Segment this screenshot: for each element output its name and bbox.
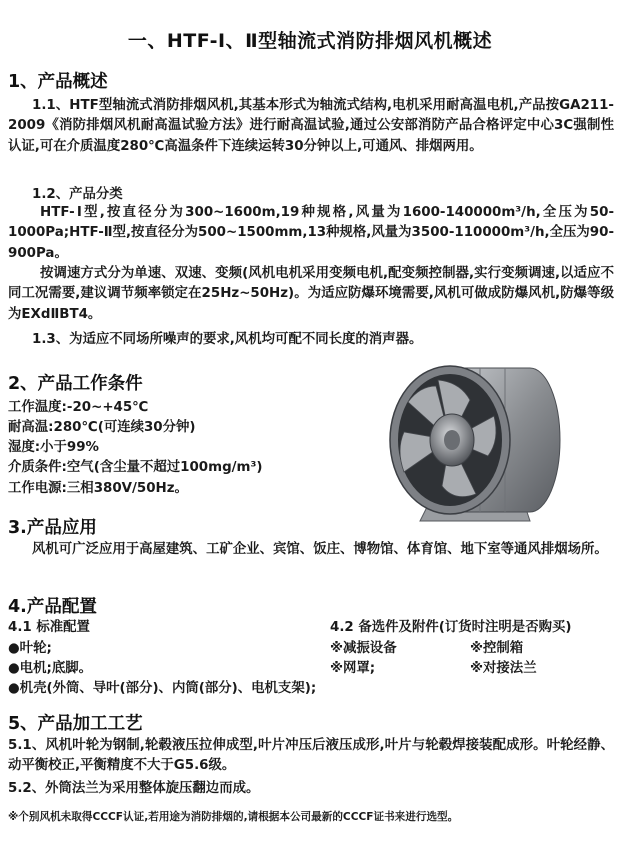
optional-accessories-title: 4.2 备选件及附件(订货时注明是否购买) — [330, 620, 572, 635]
opt-item-control-box: ※控制箱 — [470, 641, 524, 656]
section-1-2-heading: 1.2、产品分类 — [32, 187, 123, 202]
opt-item-flange: ※对接法兰 — [470, 661, 537, 676]
section-1-3-paragraph: 1.3、为适应不同场所噪声的要求,风机均可配不同长度的消声器。 — [32, 332, 423, 347]
condition-power: 工作电源:三相380V/50Hz。 — [8, 481, 188, 496]
std-item-casing: ●机壳(外筒、导叶(部分)、内筒(部分)、电机支架); — [8, 681, 317, 696]
section-5-paragraph-2: 5.2、外筒法兰为采用整体旋压翻边而成。 — [8, 781, 260, 796]
standard-config-title: 4.1 标准配置 — [8, 620, 90, 635]
opt-item-mesh-guard: ※网罩; — [330, 661, 376, 676]
section-5-paragraph-1: 5.1、风机叶轮为钢制,轮毂液压拉伸成型,叶片冲压后液压成形,叶片与轮毂焊接装配成形。叶轮经静、动平衡校正,平衡精度不大于G5.6级。 — [8, 738, 614, 774]
section-1-heading: 1、产品概述 — [8, 72, 108, 92]
section-1-paragraph-classification: HTF-Ⅰ型,按直径分为300~1600m,19种规格,风量为1600-140000m³/h,全压为50-1000Pa;HTF-Ⅱ型,按直径分为500~1500mm,13种规格,风量为3500-110000m³/h,全压为90-900Pa。 — [8, 205, 614, 261]
axial-fan-image — [380, 356, 580, 526]
page-title: 一、HTF-Ⅰ、Ⅱ型轴流式消防排烟风机概述 — [127, 30, 493, 52]
section-1-paragraph-1: 1.1、HTF型轴流式消防排烟风机,其基本形式为轴流式结构,电机采用耐高温电机,产品按GA211-2009《消防排烟风机耐高温试验方法》进行耐高温试验,通过公安部消防产品合格评定中心3C强制性认证,可在介质温度280℃高温条件下连续运转30分钟以上,可通风、排烟两用。 — [8, 98, 614, 154]
section-4-heading: 4.产品配置 — [8, 597, 97, 617]
section-3-heading: 3.产品应用 — [8, 518, 97, 538]
section-3-paragraph: 风机可广泛应用于高屋建筑、工矿企业、宾馆、饭庄、博物馆、体育馆、地下室等通风排烟场所。 — [32, 542, 608, 557]
section-2-heading: 2、产品工作条件 — [8, 374, 143, 394]
section-1-paragraph-speed: 按调速方式分为单速、双速、变频(风机电机采用变频电机,配变频控制器,实行变频调速,以适应不同工况需要,建议调节频率锁定在25Hz~50Hz)。为适应防爆环境需要,风机可做成防爆风机,防爆等级为EXdⅡBT4。 — [8, 266, 614, 322]
condition-humidity: 湿度:小于99% — [8, 440, 99, 455]
std-item-motor: ●电机;底脚。 — [8, 661, 92, 676]
opt-item-vibration-damper: ※减振设备 — [330, 641, 397, 656]
footnote: ※个别风机未取得CCCF认证,若用途为消防排烟的,请根据本公司最新的CCCF证书来进行选型。 — [8, 811, 459, 823]
section-5-heading: 5、产品加工工艺 — [8, 714, 143, 734]
condition-high-temp: 耐高温:280℃(可连续30分钟) — [8, 420, 196, 435]
std-item-impeller: ●叶轮; — [8, 641, 52, 656]
condition-medium: 介质条件:空气(含尘量不超过100mg/m³) — [8, 460, 263, 475]
condition-temperature: 工作温度:-20~+45℃ — [8, 400, 149, 415]
